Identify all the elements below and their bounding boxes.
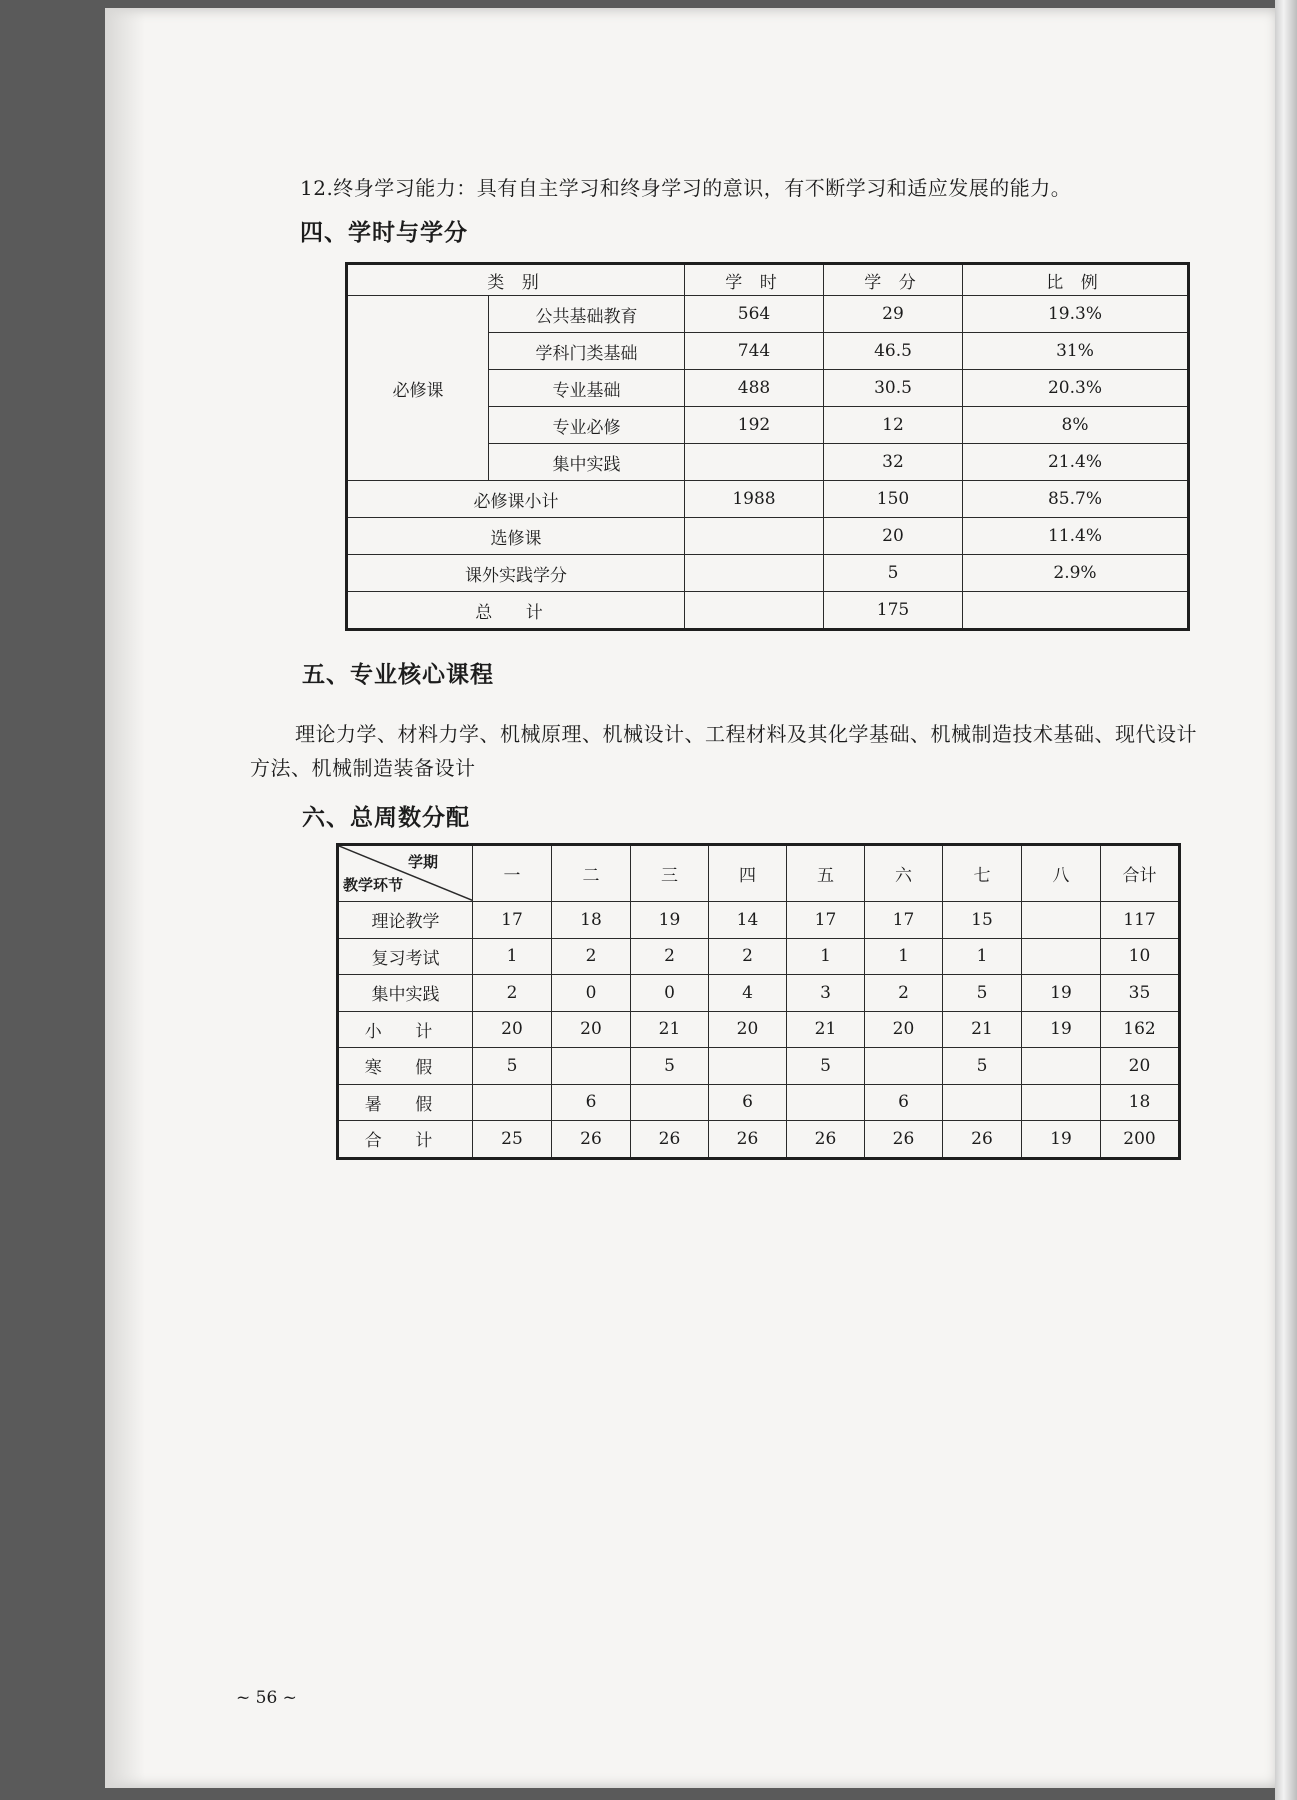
column-header: 三	[631, 845, 709, 902]
row-credits: 150	[824, 481, 963, 518]
table-row	[347, 296, 1189, 333]
table-cell: 26	[865, 1121, 943, 1159]
column-header: 二	[552, 845, 631, 902]
table-cell: 26	[631, 1121, 709, 1159]
table-row	[347, 518, 1189, 555]
table-cell: 20	[709, 1011, 787, 1048]
core-courses-line-2: 方法、机械制造装备设计	[250, 756, 476, 780]
table-row	[338, 902, 1180, 939]
column-header: 七	[943, 845, 1022, 902]
table-cell: 5	[943, 975, 1022, 1012]
row-name: 公共基础教育	[489, 296, 685, 333]
row-ratio: 31%	[963, 333, 1189, 370]
table-row	[338, 1048, 1180, 1085]
table-cell: 6	[709, 1084, 787, 1121]
table-cell: 2	[631, 938, 709, 975]
table-cell	[865, 1048, 943, 1085]
table-cell	[631, 1084, 709, 1121]
row-credits: 12	[824, 407, 963, 444]
table-cell: 200	[1101, 1121, 1180, 1159]
table-cell	[1022, 1048, 1101, 1085]
row-hours	[685, 444, 824, 481]
row-label: 暑 假	[338, 1084, 473, 1121]
row-ratio: 8%	[963, 407, 1189, 444]
row-credits: 175	[824, 592, 963, 630]
row-label: 合 计	[338, 1121, 473, 1159]
row-credits: 46.5	[824, 333, 963, 370]
column-header: 六	[865, 845, 943, 902]
row-credits: 30.5	[824, 370, 963, 407]
row-hours	[685, 555, 824, 592]
table-cell: 4	[709, 975, 787, 1012]
table-cell: 17	[787, 902, 865, 939]
row-hours	[685, 592, 824, 630]
table-cell: 19	[1022, 1011, 1101, 1048]
table-cell	[787, 1084, 865, 1121]
table-cell	[943, 1084, 1022, 1121]
section-5-title: 五、专业核心课程	[302, 662, 494, 688]
table-cell: 117	[1101, 902, 1180, 939]
table-row	[347, 481, 1189, 518]
table-row	[338, 1011, 1180, 1048]
table-cell: 1	[473, 938, 552, 975]
row-ratio: 11.4%	[963, 518, 1189, 555]
table-cell	[1022, 938, 1101, 975]
row-ratio: 21.4%	[963, 444, 1189, 481]
table-cell: 5	[943, 1048, 1022, 1085]
table-row	[338, 975, 1180, 1012]
table-cell	[552, 1048, 631, 1085]
table-cell: 0	[552, 975, 631, 1012]
row-hours: 564	[685, 296, 824, 333]
table-cell: 20	[1101, 1048, 1180, 1085]
row-ratio: 2.9%	[963, 555, 1189, 592]
header-hours: 学 时	[685, 264, 824, 296]
table-header-row	[347, 264, 1189, 296]
row-name: 选修课	[347, 518, 685, 555]
column-header: 四	[709, 845, 787, 902]
row-credits: 20	[824, 518, 963, 555]
table-cell: 21	[787, 1011, 865, 1048]
table-cell: 21	[943, 1011, 1022, 1048]
lifelong-learning-line: 12.终身学习能力：具有自主学习和终身学习的意识，有不断学习和适应发展的能力。	[300, 176, 1072, 200]
header-ratio: 比 例	[963, 264, 1189, 296]
table-cell: 5	[787, 1048, 865, 1085]
table-cell: 26	[943, 1121, 1022, 1159]
page-number: ~ 56 ~	[236, 1688, 297, 1708]
table-cell: 19	[1022, 975, 1101, 1012]
table-cell: 2	[709, 938, 787, 975]
table-cell: 26	[709, 1121, 787, 1159]
page-edge	[1275, 0, 1297, 1800]
table-cell: 26	[787, 1121, 865, 1159]
header-category: 类 别	[347, 264, 685, 296]
column-header: 合计	[1101, 845, 1180, 902]
table-cell: 1	[865, 938, 943, 975]
table-cell: 1	[787, 938, 865, 975]
column-header: 八	[1022, 845, 1101, 902]
diagonal-header-cell	[338, 845, 473, 902]
table-cell: 5	[473, 1048, 552, 1085]
table-row	[347, 555, 1189, 592]
row-ratio: 85.7%	[963, 481, 1189, 518]
row-name: 专业必修	[489, 407, 685, 444]
table-cell: 20	[552, 1011, 631, 1048]
table-cell: 6	[865, 1084, 943, 1121]
table-cell: 15	[943, 902, 1022, 939]
core-courses-line-1: 理论力学、材料力学、机械原理、机械设计、工程材料及其化学基础、机械制造技术基础、现代设计	[295, 722, 1197, 746]
row-credits: 5	[824, 555, 963, 592]
row-hours: 1988	[685, 481, 824, 518]
table-cell: 18	[552, 902, 631, 939]
table-cell: 2	[473, 975, 552, 1012]
column-header: 一	[473, 845, 552, 902]
row-name: 总 计	[347, 592, 685, 630]
table-cell: 20	[865, 1011, 943, 1048]
table-cell: 162	[1101, 1011, 1180, 1048]
table-cell: 2	[552, 938, 631, 975]
teaching-link-label: 教学环节	[343, 876, 404, 894]
table-cell: 5	[631, 1048, 709, 1085]
row-hours: 744	[685, 333, 824, 370]
section-4-title: 四、学时与学分	[300, 220, 468, 246]
table-cell: 3	[787, 975, 865, 1012]
row-ratio	[963, 592, 1189, 630]
column-header: 五	[787, 845, 865, 902]
row-label: 集中实践	[338, 975, 473, 1012]
table-header-row	[338, 845, 1180, 902]
row-name: 课外实践学分	[347, 555, 685, 592]
row-credits: 29	[824, 296, 963, 333]
table-cell: 19	[631, 902, 709, 939]
table-cell: 17	[473, 902, 552, 939]
row-label: 理论教学	[338, 902, 473, 939]
table-cell: 21	[631, 1011, 709, 1048]
row-hours	[685, 518, 824, 555]
row-name: 集中实践	[489, 444, 685, 481]
page-gutter-shadow	[105, 8, 145, 1788]
table-cell: 14	[709, 902, 787, 939]
table-cell: 17	[865, 902, 943, 939]
row-label: 复习考试	[338, 938, 473, 975]
required-course-label: 必修课	[347, 296, 489, 481]
table-cell: 6	[552, 1084, 631, 1121]
section-6-title: 六、总周数分配	[302, 805, 470, 831]
row-hours: 192	[685, 407, 824, 444]
table-cell: 2	[865, 975, 943, 1012]
row-hours: 488	[685, 370, 824, 407]
row-label: 小 计	[338, 1011, 473, 1048]
table-cell: 18	[1101, 1084, 1180, 1121]
row-name: 必修课小计	[347, 481, 685, 518]
row-name: 学科门类基础	[489, 333, 685, 370]
table-cell: 19	[1022, 1121, 1101, 1159]
table-row	[338, 938, 1180, 975]
row-ratio: 19.3%	[963, 296, 1189, 333]
table-cell: 35	[1101, 975, 1180, 1012]
table-cell: 10	[1101, 938, 1180, 975]
table-cell	[473, 1084, 552, 1121]
row-ratio: 20.3%	[963, 370, 1189, 407]
semester-label: 学期	[407, 853, 438, 871]
table-row	[347, 592, 1189, 630]
header-credits: 学 分	[824, 264, 963, 296]
table-cell: 0	[631, 975, 709, 1012]
table-cell: 20	[473, 1011, 552, 1048]
table-cell	[1022, 1084, 1101, 1121]
table-cell	[709, 1048, 787, 1085]
table-row	[338, 1084, 1180, 1121]
table-cell: 25	[473, 1121, 552, 1159]
total-weeks-table	[336, 843, 1181, 1160]
table-cell: 26	[552, 1121, 631, 1159]
table-cell: 1	[943, 938, 1022, 975]
row-label: 寒 假	[338, 1048, 473, 1085]
credit-hours-table	[345, 262, 1190, 631]
table-row	[338, 1121, 1180, 1159]
row-credits: 32	[824, 444, 963, 481]
row-name: 专业基础	[489, 370, 685, 407]
table-cell	[1022, 902, 1101, 939]
